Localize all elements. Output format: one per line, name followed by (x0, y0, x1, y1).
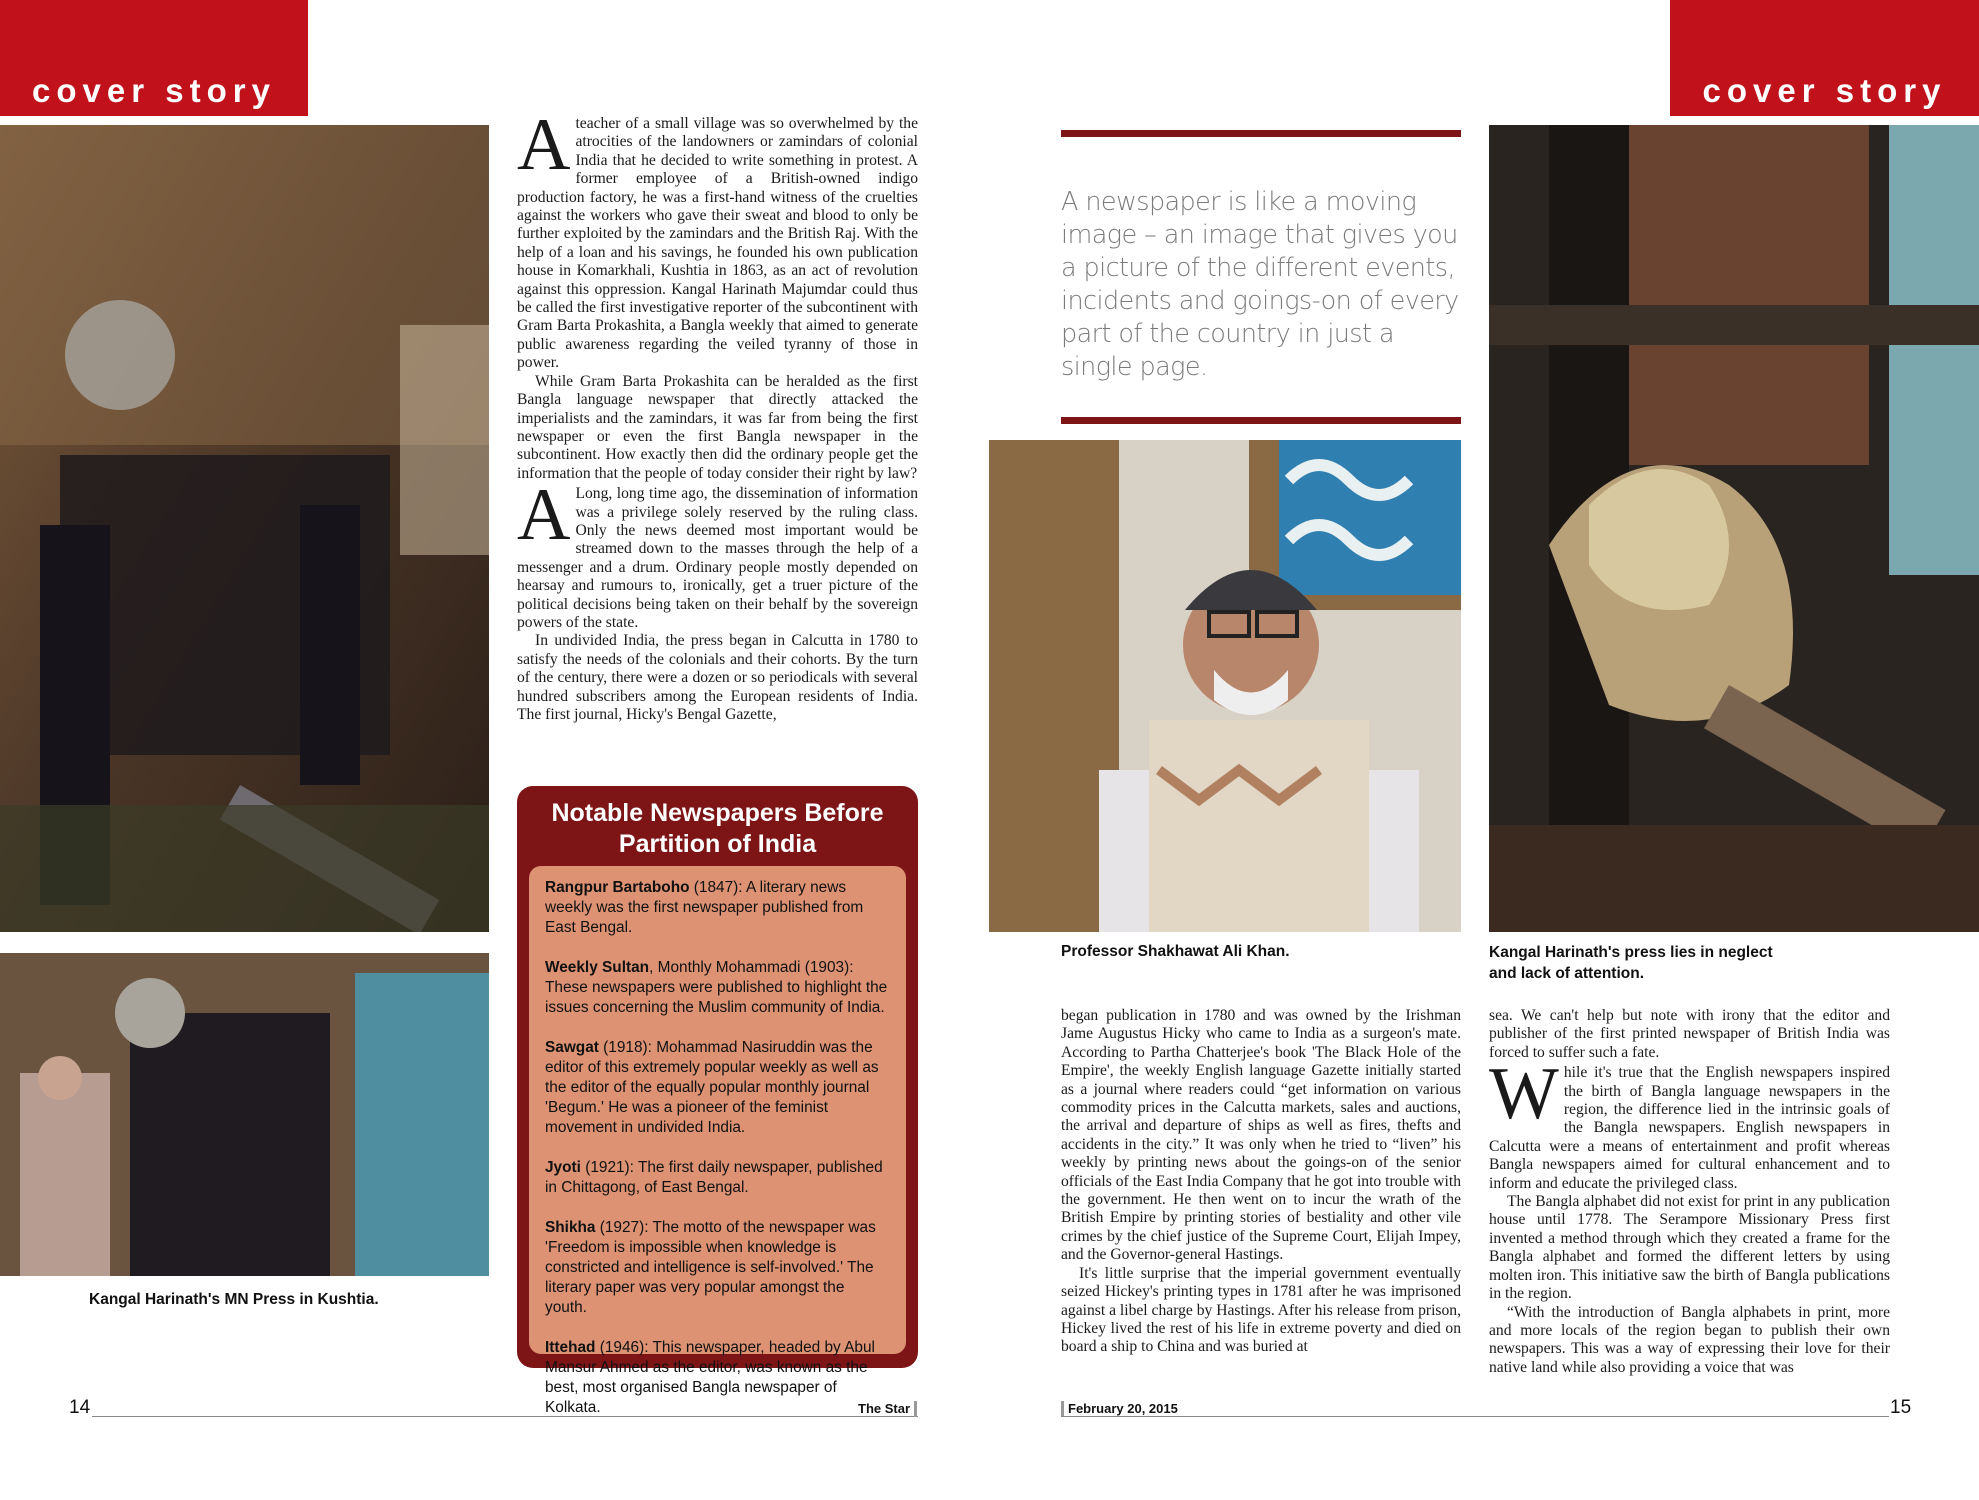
paragraph-text: teacher of a small village was so overwhelmed by the atrocities of the landowners or zamindars of colonial India that he decided to write something in protest. A former employee of a British-owned indigo production factory, he was a first-hand witness of the cruelties against the workers who gave their sweat and blood to only be further exploited by the zamindars and the British Raj. With the help of a loan and his savings, he founded his own publication house in Komarkhali, Kushtia in 1863, as an act of revolution against this oppression. Kangal Harinath Majumdar could thus be called the first investigative reporter of the subcontinent with Gram Barta Prokashita, a Bangla weekly that aimed to generate public awareness regarding the veiled tyranny of those in power. (517, 115, 918, 372)
professor-photo (989, 440, 1461, 932)
footer-rule-right (1061, 1416, 1889, 1417)
box-title: Notable Newspapers Before Partition of India (551, 799, 884, 858)
paragraph-text: hile it's true that the English newspapers inspired the birth of Bangla language newspapers in the region, the difference lied in the intrinsic goals of the Bangla newspapers. English newspapers in Calcutta were a means of entertainment and profit whereas Bangla newspapers aimed for cultural enhancement and to inform and educate the privileged class. (1489, 1064, 1890, 1192)
paragraph-text: Long, long time ago, the dissemination of information was a privilege solely reserved by the ruling class. Only the news deemed most important would be streamed down to the masses through the help of a messenger and a drum. Ordinary people mostly depended on hearsay and rumours to, ironically, get a truer picture of the political decisions being taken on their behalf by the sovereign powers of the state. (517, 485, 918, 631)
neglected-press-photo (1489, 125, 1979, 932)
newspaper-item (545, 878, 890, 938)
article-paragraph: While Gram Barta Prokashita can be heralded as the first Bangla language newspaper that directly attacked the imperialists and the zamindars, it was far from being the first newspaper or even the first Bangla newspaper in the subcontinent. How exactly then did the ordinary people get the information that the people of today consider their right by law? (517, 372, 918, 482)
article-paragraph (1489, 1053, 1890, 1193)
newspaper-item (545, 1338, 890, 1418)
newspaper-description: (1946): This newspaper, headed by Abul Mansur Ahmed as the editor, was known as the best, most organised Bangla newspaper of Kolkata. (545, 1339, 875, 1416)
caption-press-neglect: Kangal Harinath's press lies in neglect and lack of attention. (1489, 944, 1773, 982)
newspaper-description: (1927): The motto of the newspaper was 'Freedom is impossible when knowledge is constricted and intelligence is self-involved.' The literary paper was very popular amongst the youth. (545, 1219, 876, 1316)
caption-press-kushtia: Kangal Harinath's MN Press in Kushtia. (89, 1291, 379, 1308)
page-number-right: 15 (1890, 1397, 1912, 1418)
caption-professor: Professor Shakhawat Ali Khan. (1061, 943, 1290, 960)
drop-cap: A (517, 474, 571, 557)
newspaper-item (545, 1158, 890, 1198)
article-paragraph: sea. We can't help but note with irony that the editor and publisher of the first printed newspaper of British India was forced to suffer such a fate. (1489, 1007, 1890, 1061)
footer-bar (1061, 1401, 1064, 1417)
man-at-press-photo (0, 953, 489, 1276)
newspaper-description: (1847): A literary news weekly was the first newspaper published from East Bengal. (545, 879, 864, 936)
newspaper-description: (1921): The first daily newspaper, published in Chittagong, of East Bengal. (545, 1159, 883, 1196)
newspaper-name: Shikha (545, 1219, 596, 1236)
drop-cap: W (1489, 1053, 1559, 1136)
article-paragraph: It's little surprise that the imperial government eventually seized Hickey's printing types in 1781 after he was imprisoned against a libel charge by Hastings. After his release from prison, Hickey lived the rest of his life in extreme poverty and died on board a ship to China and was buried at (1061, 1264, 1461, 1356)
article-paragraph: In undivided India, the press began in Calcutta in 1780 to satisfy the needs of the colonials and their cohorts. By the turn of the century, there were a dozen or so periodicals with several hundred subscribers among the European residents of India. The first journal, Hicky's Bengal Gazette, (517, 632, 918, 723)
newspaper-name: Weekly Sultan (545, 959, 650, 976)
section-tab-right: cover story (1670, 0, 1979, 116)
footer-rule-left (92, 1416, 918, 1417)
footer-bar (914, 1401, 917, 1417)
issue-date: February 20, 2015 (1068, 1401, 1178, 1416)
printing-press-photo (0, 125, 489, 932)
newspaper-name: Ittehad (545, 1339, 596, 1356)
newspaper-name: Jyoti (545, 1159, 581, 1176)
article-column-1 (517, 104, 918, 765)
newspaper-item (545, 958, 890, 1018)
newspaper-description: , Monthly Mohammadi (1903): These newspapers were published to highlight the issues concerning the Muslim community of India. (545, 959, 888, 1016)
quote-rule-bottom (1061, 417, 1461, 424)
page-number-left: 14 (69, 1397, 91, 1418)
article-paragraph: “With the introduction of Bangla alphabets in print, more and more locals of the region began to publish their own newspapers. This was a way of expressing their love for their native land while also providing a voice that was (1489, 1303, 1890, 1376)
newspaper-name: Sawgat (545, 1039, 599, 1056)
newspaper-item (545, 1038, 890, 1138)
article-paragraph: began publication in 1780 and was owned by the Irishman Jame Augustus Hicky who came to India as a surgeon's mate. According to Partha Chatterjee's book 'The Black Hole of the Empire', the weekly English language Gazette initially started as a journal where readers could “get information on various commodity prices in the Calcutta markets, sales and auctions, the arrival and departure of ships as well as fires, thefts and accidents in the city.” It was only when he tried to “liven” his weekly by printing news about the goings-on of the senior officials of the East India Company that he got into trouble with the government. He then went on to incur the wrath of the British Empire by printing stories of bestiality and other vile crimes by the chief justice of the Supreme Court, Elijah Impey, and the Governor-general Hastings. (1061, 1007, 1461, 1264)
section-tab-left: cover story (0, 0, 308, 116)
newspaper-name: Rangpur Bartaboho (545, 879, 690, 896)
footer-publication (858, 1400, 917, 1418)
article-column-2 (1061, 1007, 1461, 1357)
article-paragraph: The Bangla alphabet did not exist for print in any publication house until 1778. The Serampore Missionary Press first invented a method through which they created a frame for the Bangla alphabet and formed the different letters by using molten iron. This initiative saw the birth of Bangla publications in the region. (1489, 1193, 1890, 1303)
article-column-3 (1489, 1007, 1890, 1377)
newspaper-description: (1918): Mohammad Nasiruddin was the editor of this extremely popular weekly as well as the editor of the equally popular monthly journal 'Begum.' He was a pioneer of the feminist movement in undivided India. (545, 1039, 879, 1136)
drop-cap: A (517, 104, 571, 186)
article-paragraph (517, 104, 918, 373)
newspaper-item (545, 1218, 890, 1318)
quote-rule-top (1061, 130, 1461, 137)
publication-name: The Star (858, 1401, 911, 1416)
article-paragraph (517, 474, 918, 632)
pull-quote: A newspaper is like a moving image – an image that gives you a picture of the different events, incidents and goings-on of every part of the country in just a single page. (1061, 187, 1459, 382)
